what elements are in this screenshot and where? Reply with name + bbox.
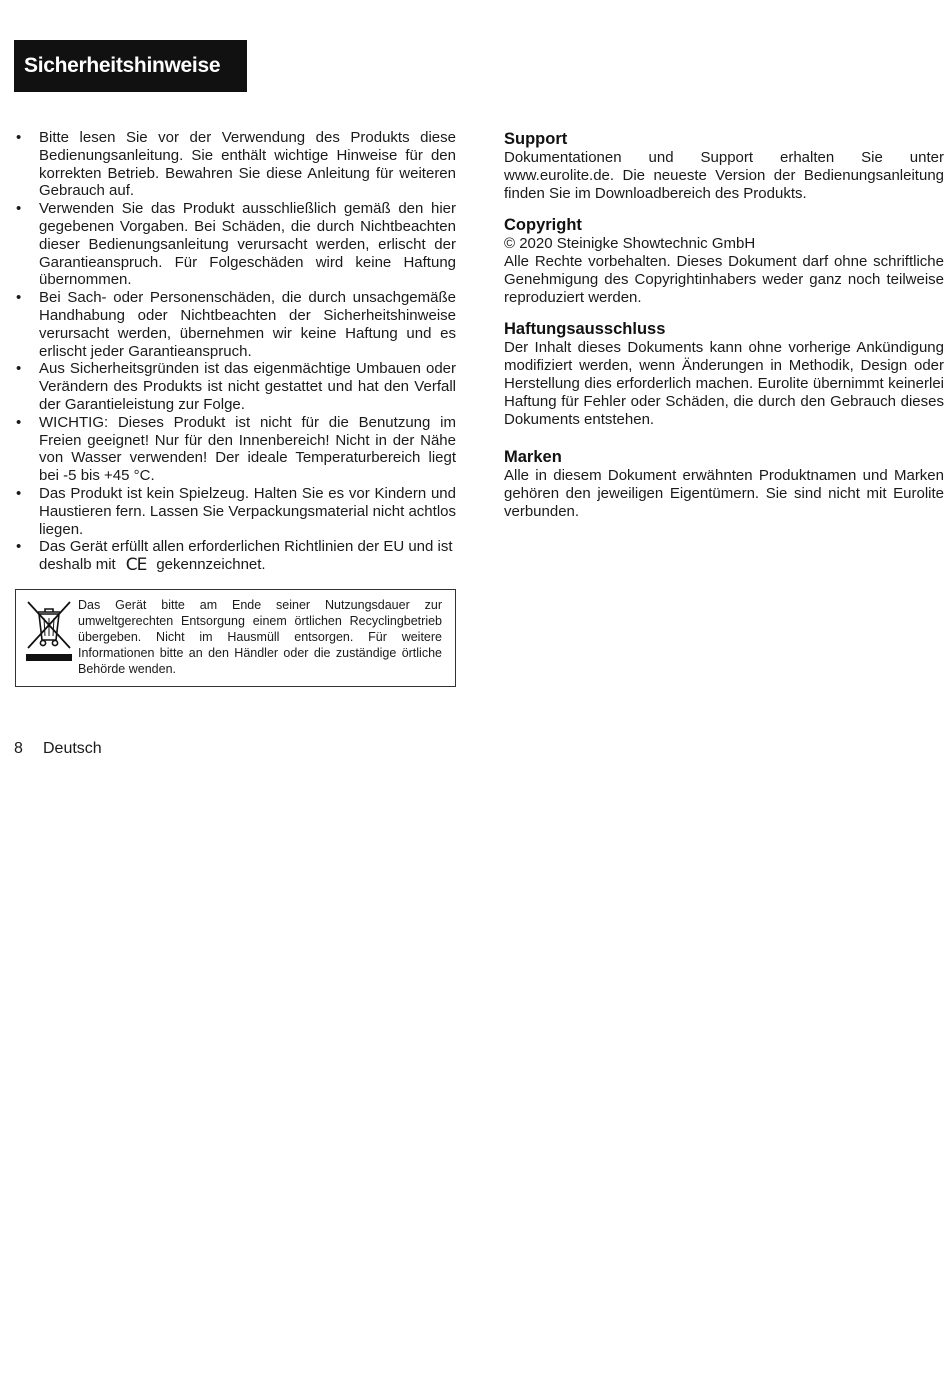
ce-item-text-after: gekennzeichnet. — [156, 556, 266, 574]
support-text: Dokumentationen und Support erhalten Sie unter www.eurolite.de. Die neueste Version der Bedienungsanleitung finden Sie im Downloadbereich des Produkts. — [504, 149, 944, 202]
section-title-bar — [14, 40, 247, 92]
ce-mark-icon: CE — [125, 555, 147, 576]
safety-item-text: Das Produkt ist kein Spielzeug. Halten Sie es vor Kindern und Haustieren fern. Lassen Sie Verpackungsmaterial nicht achtlos liegen. — [39, 484, 456, 538]
list-item — [14, 129, 456, 200]
disposal-notice-text: Das Gerät bitte am Ende seiner Nutzungsdauer zur umweltgerechten Entsorgung einem örtlichen Recyclingbetrieb übergeben. Nicht im Hausmüll entsorgen. Für weitere Informationen bitte an den Händler oder die zuständige örtliche Behörde wenden. — [78, 598, 442, 676]
safety-item-text: Bei Sach- oder Personenschäden, die durch unsachgemäße Handhabung oder Nichtbeachten der Sicherheitshinweise verursacht werden, übernehmen wir keine Haftung und es erlischt jeder Garantieanspruch. — [39, 289, 456, 360]
disclaimer-heading: Haftungsausschluss — [504, 320, 666, 338]
copyright-heading: Copyright — [504, 216, 582, 234]
trademarks-section — [504, 447, 944, 521]
bullet-icon: • — [16, 129, 22, 146]
safety-item-text: WICHTIG: Dieses Produkt ist nicht für die Benutzung im Freien geeignet! Nur für den Innenbereich! Nicht in der Nähe von Wasser verwenden! Der ideale Temperaturbereich liegt bei -5 bis +45 °C. — [39, 413, 456, 485]
bullet-icon: • — [16, 538, 22, 556]
disclaimer-section — [504, 319, 944, 429]
safety-item-text: Bitte lesen Sie vor der Verwendung des Produkts diese Bedienungsanleitung. Sie enthält wichtige Hinweise für den korrekten Betrieb. Bewahren Sie diese Anleitung für weiteren Gebrauch auf. — [39, 129, 456, 200]
bullet-icon: • — [16, 413, 22, 431]
crossed-out-wheelie-bin-icon — [24, 598, 74, 662]
page-number: 8 — [14, 740, 23, 757]
safety-notes-column — [14, 129, 456, 575]
list-item — [14, 485, 456, 538]
bullet-icon: • — [16, 484, 22, 502]
copyright-owner-line: © 2020 Steinigke Showtechnic GmbH — [504, 235, 756, 252]
bullet-icon: • — [16, 360, 22, 378]
support-heading: Support — [504, 130, 568, 148]
trademarks-text: Alle in diesem Dokument erwähnten Produktnamen und Marken gehören den jeweiligen Eigentümern. Sie sind nicht mit Eurolite verbunden. — [504, 467, 944, 520]
safety-list — [14, 129, 456, 575]
list-item — [14, 538, 456, 575]
list-item — [14, 414, 456, 485]
ce-item-text-before: Das Gerät erfüllt allen erforderlichen Richtlinien der EU und ist deshalb mit — [39, 538, 453, 574]
disposal-notice-box — [15, 589, 456, 687]
safety-item-text: Verwenden Sie das Produkt ausschließlich gemäß den hier gegebenen Vorgaben. Bei Schäden, die durch Nichtbeachten dieser Bedienungsanleitung verursacht werden, erlischt der Garantieanspruch. Für Folgeschäden wird keine Haftung übernommen. — [39, 200, 456, 289]
copyright-text: Alle Rechte vorbehalten. Dieses Dokument darf ohne schriftliche Genehmigung des Copyrightinhabers weder ganz noch teilweise reproduziert werden. — [504, 253, 944, 306]
bullet-icon: • — [16, 200, 22, 218]
disclaimer-text: Der Inhalt dieses Dokuments kann ohne vorherige Ankündigung modifiziert werden, wenn Änderungen in Methodik, Design oder Herstellung dies erforderlich machen. Eurolite übernimmt keinerlei Haftung für Fehler oder Schäden, die durch den Gebrauch dieses Dokuments entstehen. — [504, 339, 944, 428]
copyright-section — [504, 215, 944, 307]
bullet-icon: • — [16, 289, 22, 307]
footer-language: Deutsch — [43, 740, 102, 757]
info-column — [504, 129, 944, 521]
safety-item-text: Aus Sicherheitsgründen ist das eigenmächtige Umbauen oder Verändern des Produkts ist nicht gestattet und hat den Verfall der Garantieleistung zur Folge. — [39, 360, 456, 413]
support-section — [504, 129, 944, 203]
page-title: Sicherheitshinweise — [24, 54, 221, 77]
page-footer — [14, 739, 102, 759]
trademarks-heading: Marken — [504, 448, 562, 466]
list-item — [14, 289, 456, 360]
list-item — [14, 200, 456, 289]
list-item — [14, 360, 456, 413]
